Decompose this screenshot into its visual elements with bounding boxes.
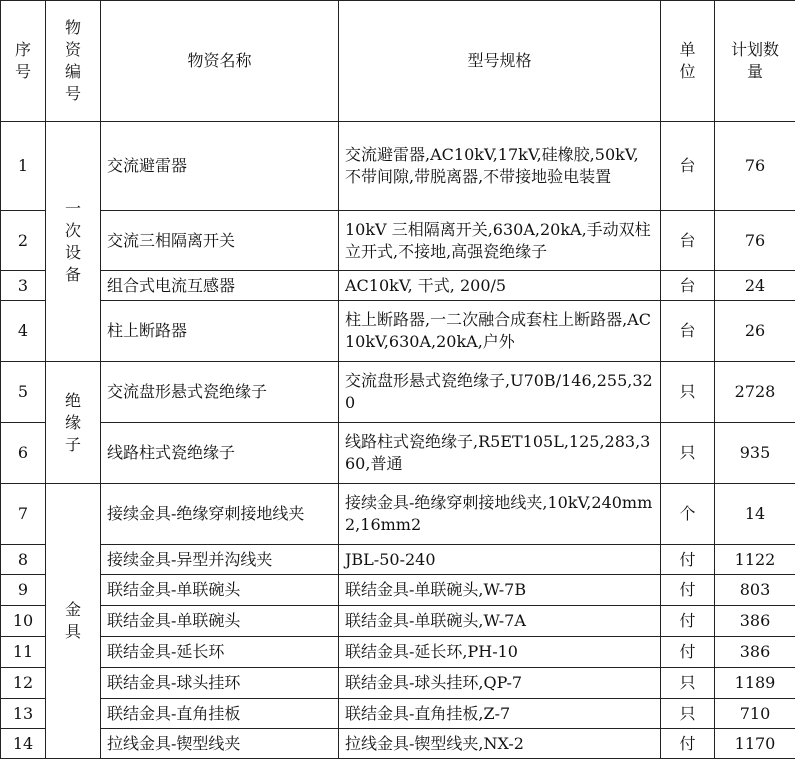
row-spec: 交流避雷器,AC10kV,17kV,硅橡胶,50kV,不带间隙,带脱离器,不带接地验电装置 [339,122,661,211]
table-row [1,729,795,759]
header-spec: 型号规格 [339,1,661,122]
table-row [1,423,795,484]
row-spec: 联结金具-单联碗头,W-7A [339,606,661,637]
row-spec: 接续金具-绝缘穿刺接地线夹,10kV,240mm2,16mm2 [339,484,661,545]
row-name: 接续金具-绝缘穿刺接地线夹 [101,484,339,545]
row-qty: 803 [715,575,795,606]
row-seq: 8 [1,545,46,575]
row-spec: 线路柱式瓷绝缘子,R5ET105L,125,283,360,普通 [339,423,661,484]
row-seq: 7 [1,484,46,545]
row-name: 接续金具-异型并沟线夹 [101,545,339,575]
row-spec: JBL-50-240 [339,545,661,575]
row-name: 联结金具-单联碗头 [101,575,339,606]
row-unit: 只 [661,423,715,484]
table-row [1,362,795,423]
row-unit: 台 [661,271,715,301]
row-unit: 付 [661,545,715,575]
row-spec: 联结金具-单联碗头,W-7B [339,575,661,606]
table-row [1,637,795,668]
row-spec: 10kV 三相隔离开关,630A,20kA,手动双柱立开式,不接地,高强瓷绝缘子 [339,211,661,271]
row-spec: 联结金具-延长环,PH-10 [339,637,661,668]
row-spec: AC10kV, 干式, 200/5 [339,271,661,301]
table-row [1,606,795,637]
row-qty: 710 [715,699,795,729]
row-unit: 付 [661,606,715,637]
row-qty: 1122 [715,545,795,575]
row-qty: 1170 [715,729,795,759]
group-fitting: 金 具 [46,484,101,759]
row-qty: 26 [715,301,795,362]
row-qty: 386 [715,606,795,637]
row-unit: 个 [661,484,715,545]
row-unit: 台 [661,122,715,211]
row-qty: 24 [715,271,795,301]
row-seq: 10 [1,606,46,637]
row-spec: 联结金具-直角挂板,Z-7 [339,699,661,729]
table-row [1,122,795,211]
row-unit: 台 [661,211,715,271]
row-seq: 9 [1,575,46,606]
row-name: 交流避雷器 [101,122,339,211]
table-row [1,301,795,362]
row-unit: 台 [661,301,715,362]
row-unit: 付 [661,729,715,759]
header-seq: 序 号 [1,1,46,122]
header-name: 物资名称 [101,1,339,122]
row-seq: 11 [1,637,46,668]
row-seq: 5 [1,362,46,423]
row-name: 联结金具-直角挂板 [101,699,339,729]
row-seq: 6 [1,423,46,484]
row-qty: 76 [715,122,795,211]
row-qty: 14 [715,484,795,545]
row-seq: 1 [1,122,46,211]
row-name: 拉线金具-锲型线夹 [101,729,339,759]
table-row [1,545,795,575]
row-qty: 1189 [715,668,795,699]
group-insulator: 绝 缘 子 [46,362,101,484]
header-row [1,1,795,122]
group-primary: 一 次 设 备 [46,122,101,362]
table-row [1,575,795,606]
row-name: 联结金具-单联碗头 [101,606,339,637]
header-code: 物 资 编 号 [46,1,101,122]
row-unit: 只 [661,699,715,729]
row-qty: 386 [715,637,795,668]
row-seq: 14 [1,729,46,759]
row-name: 交流盘形悬式瓷绝缘子 [101,362,339,423]
row-name: 联结金具-延长环 [101,637,339,668]
row-name: 组合式电流互感器 [101,271,339,301]
row-spec: 柱上断路器,一二次融合成套柱上断路器,AC10kV,630A,20kA,户外 [339,301,661,362]
row-spec: 拉线金具-锲型线夹,NX-2 [339,729,661,759]
table-row [1,699,795,729]
row-spec: 联结金具-球头挂环,QP-7 [339,668,661,699]
table-row [1,484,795,545]
row-spec: 交流盘形悬式瓷绝缘子,U70B/146,255,320 [339,362,661,423]
row-qty: 2728 [715,362,795,423]
header-unit: 单 位 [661,1,715,122]
table-row [1,211,795,271]
row-unit: 只 [661,668,715,699]
row-name: 线路柱式瓷绝缘子 [101,423,339,484]
row-unit: 付 [661,637,715,668]
row-unit: 付 [661,575,715,606]
table-row [1,271,795,301]
row-seq: 12 [1,668,46,699]
row-seq: 3 [1,271,46,301]
row-qty: 76 [715,211,795,271]
row-seq: 13 [1,699,46,729]
row-unit: 只 [661,362,715,423]
row-name: 联结金具-球头挂环 [101,668,339,699]
header-qty: 计划数 量 [715,1,795,122]
table-row [1,668,795,699]
row-name: 交流三相隔离开关 [101,211,339,271]
row-seq: 4 [1,301,46,362]
row-seq: 2 [1,211,46,271]
row-name: 柱上断路器 [101,301,339,362]
row-qty: 935 [715,423,795,484]
